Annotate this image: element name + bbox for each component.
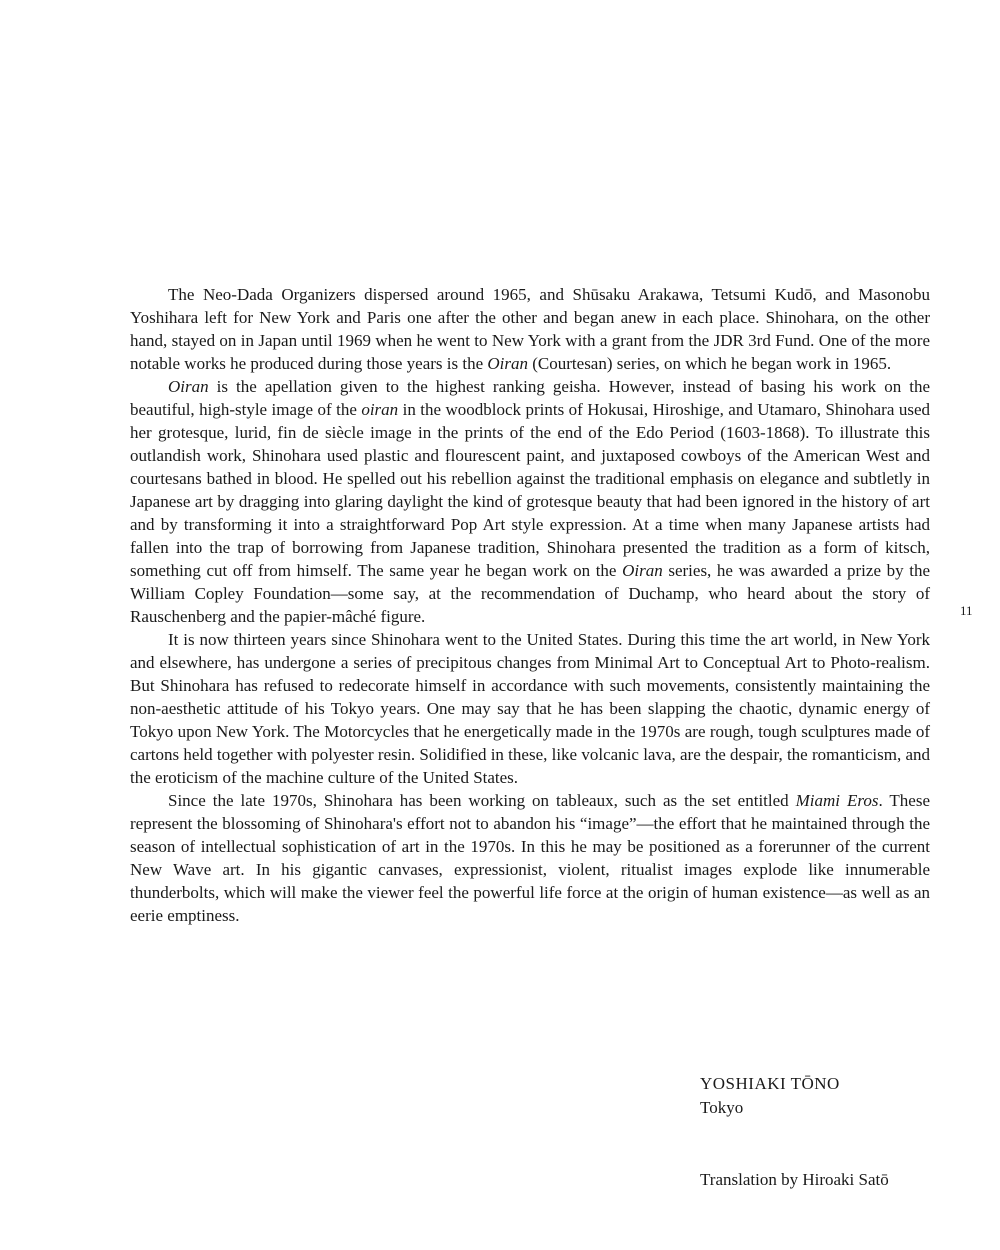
paragraph-4-segment-2: Miami Eros [795, 791, 879, 810]
paragraph-2-segment-6: series, he was awarded a prize by the William Copley Foundation—some say, at the recommendation of Duchamp, who heard about the story of Rauschenberg and the papier-mâché figure. [130, 561, 930, 626]
page-number: 11 [960, 603, 973, 618]
paragraph-4-segment-1: Since the late 1970s, Shinohara has been working on tableaux, such as the set entitled [168, 791, 796, 810]
paragraph-3 [130, 628, 930, 789]
paragraph-2-segment-5: Oiran [622, 561, 663, 580]
author-location: Tokyo [700, 1098, 744, 1117]
paragraph-1 [130, 283, 930, 375]
paragraph-2-segment-1: Oiran [168, 377, 209, 396]
paragraph-4-segment-3: . These represent the blossoming of Shinohara's effort not to abandon his “image”—the effort that he maintained through the season of intellectual sophistication of art in the 1970s. In this he may be positioned as a forerunner of the current New Wave art. In his gigantic canvases, expressionist, violent, ritualist images explode like innumerable thunderbolts, which will make the viewer feel the powerful life force at the origin of human existence—as well as an eerie emptiness. [130, 791, 930, 925]
paragraph-3-segment-1: It is now thirteen years since Shinohara went to the United States. During this time the art world, in New York and elsewhere, has undergone a series of precipitous changes from Minimal Art to Conceptual Art to Photo-realism. But Shinohara has refused to redecorate himself in accordance with such movements, consistently maintaining the non-aesthetic attitude of his Tokyo years. One may say that he has been slapping the chaotic, dynamic energy of Tokyo upon New York. The Motorcycles that he energetically made in the 1970s are rough, tough sculptures made of cartons held together with polyester resin. Solidified in these, like volcanic lava, are the despair, the romanticism, and the eroticism of the machine culture of the United States. [130, 630, 930, 787]
paragraph-2-segment-4: in the woodblock prints of Hokusai, Hiroshige, and Utamaro, Shinohara used her grotesque, lurid, fin de siècle image in the prints of the end of the Edo Period (1603-1868). To illustrate this outlandish work, Shinohara used plastic and flourescent paint, and juxtaposed cowboys of the American West and courtesans bathed in blood. He spelled out his rebellion against the traditional emphasis on elegance and subtletly in Japanese art by dragging into glaring daylight the kind of grotesque beauty that had been ignored in the history of art and by transforming it into a straightforward Pop Art style expression. At a time when many Japanese artists had fallen into the trap of borrowing from Japanese tradition, Shinohara presented the tradition as a form of kitsch, something cut off from himself. The same year he began work on the [130, 400, 930, 580]
paragraph-4 [130, 789, 930, 927]
author-name: YOSHIAKI TŌNO [700, 1074, 840, 1093]
translation-credit: Translation by Hiroaki Satō [700, 1170, 889, 1189]
essay-body [130, 283, 930, 927]
author-signature [700, 1072, 840, 1120]
paragraph-2-segment-3: oiran [361, 400, 399, 419]
paragraph-1-segment-3: (Courtesan) series, on which he began work in 1965. [528, 354, 892, 373]
paragraph-1-segment-1: The Neo-Dada Organizers dispersed around 1965, and Shūsaku Arakawa, Tetsumi Kudō, and Masonobu Yoshihara left for New York and Paris one after the other and began anew in each place. Shinohara, on the other hand, stayed on in Japan until 1969 when he went to New York with a grant from the JDR 3rd Fund. One of the more notable works he produced during those years is the [130, 285, 930, 373]
paragraph-1-segment-2: Oiran [487, 354, 529, 373]
paragraph-2-segment-2: is the apellation given to the highest ranking geisha. However, instead of basing his work on the beautiful, high-style image of the [130, 377, 930, 419]
paragraph-2 [130, 375, 930, 628]
